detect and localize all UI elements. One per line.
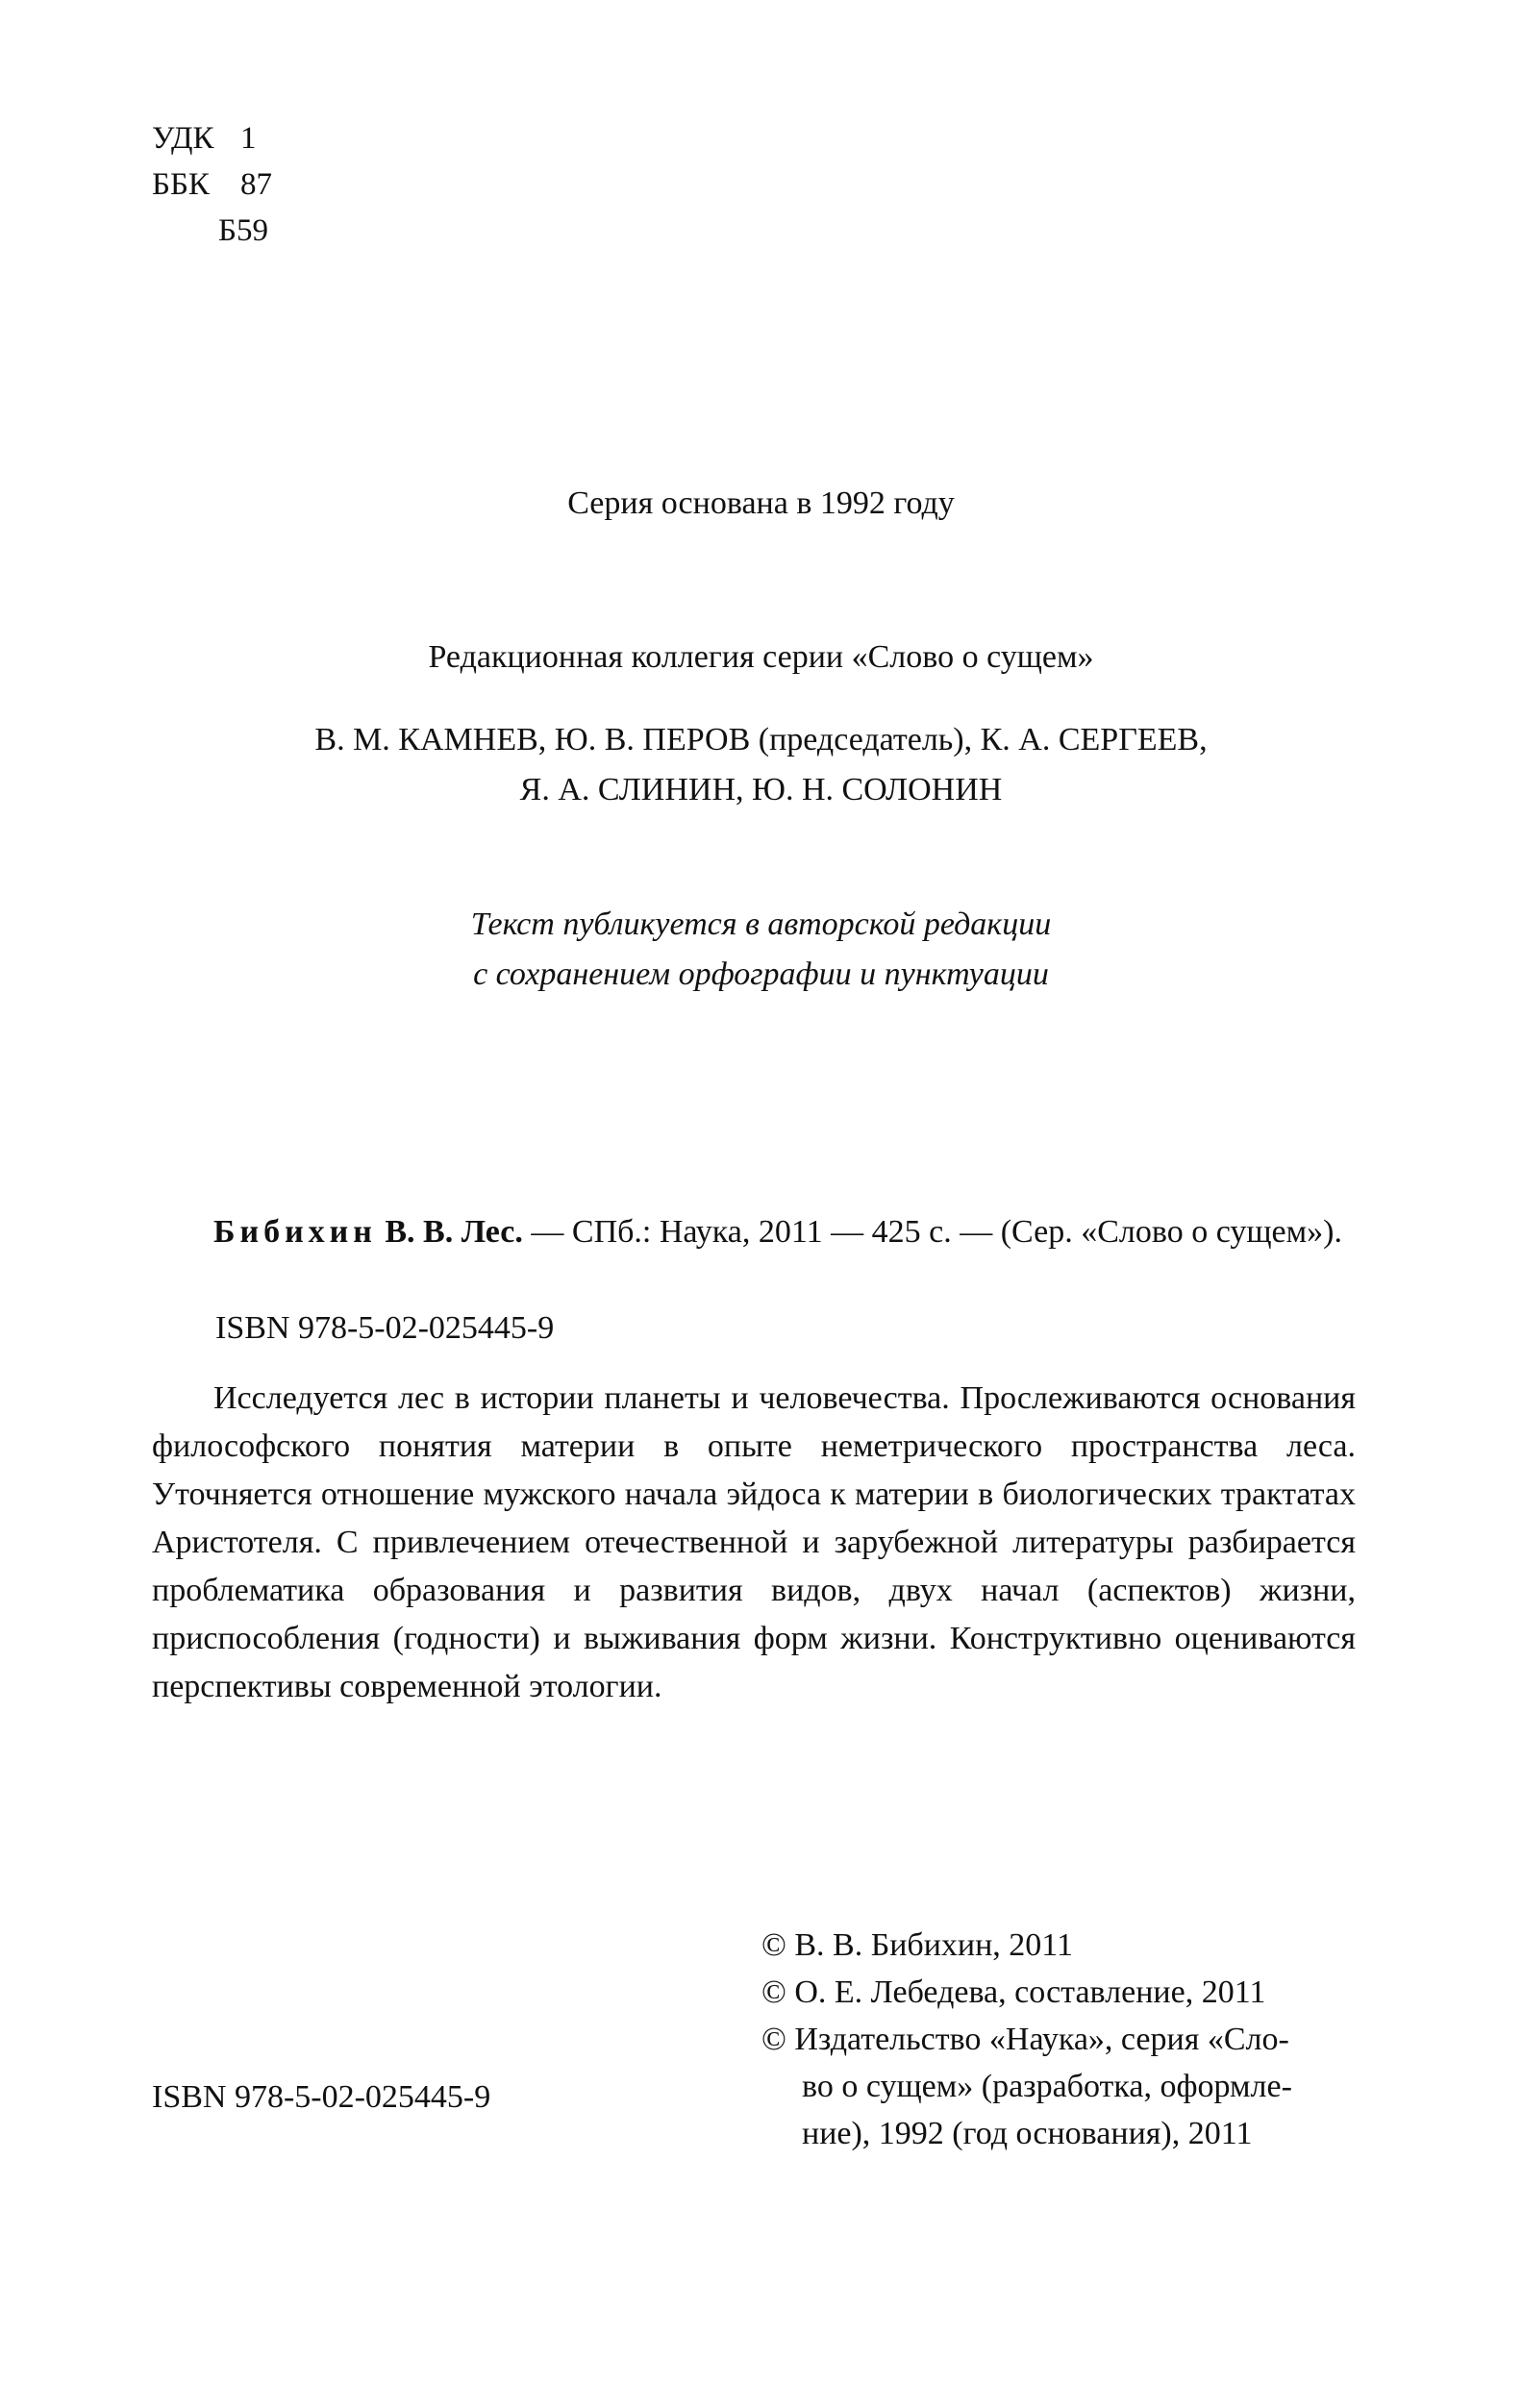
copyright-author: © В. В. Бибихин, 2011 (761, 1927, 1074, 1963)
bbk-value: 87 (240, 167, 272, 202)
edition-note (0, 900, 1522, 1000)
copyright-publisher: © Издательство «Наука», серия «Сло- (761, 2022, 1289, 2057)
copyright-compiler: © О. Е. Лебедева, составление, 2011 (761, 1974, 1266, 2010)
author-mark-row (152, 208, 272, 254)
isbn-inner: ISBN 978-5-02-025445-9 (215, 1310, 555, 1346)
copyright-publisher-cont: ние), 1992 (год основания), 2011 (802, 2116, 1253, 2151)
copyright-publisher-cont: во о сущем» (разработка, оформле- (802, 2069, 1292, 2104)
bbk-label: ББК (152, 167, 210, 202)
editorial-board-title: Редакционная коллегия серии «Слово о сущем» (428, 639, 1094, 675)
bbk-row (152, 161, 272, 208)
udk-label: УДК (152, 121, 214, 156)
classification-block (152, 115, 272, 254)
publication-details: — СПб.: Наука, 2011 — 425 с. — (Сер. «Слово о сущем»). (531, 1214, 1342, 1250)
edition-note-line: с сохранением орфографии и пунктуации (473, 956, 1049, 992)
udk-row (152, 115, 272, 161)
copyright-block (761, 1922, 1350, 2157)
edition-note-line: Текст публикуется в авторской редакции (470, 906, 1052, 942)
author-initials: В. В. (385, 1214, 454, 1250)
isbn-bottom: ISBN 978-5-02-025445-9 (152, 2079, 491, 2115)
book-title: Лес. (461, 1214, 523, 1250)
editorial-board-members (0, 715, 1522, 815)
series-founded: Серия основана в 1992 году (567, 485, 955, 521)
author-surname: Бибихин (213, 1214, 377, 1250)
annotation: Исследуется лес в истории планеты и человечества. Прослеживаются основания философского понятия материи в опыте неметрического пространства леса. Уточняется отношение мужского начала эйдоса к материи в биологических трактатах Аристотеля. С привлечением отечественной и зарубежной литературы разбирается проблематика образования и развития видов, двух начал (аспектов) жизни, приспособления (годности) и выживания форм жизни. Конструктивно оцениваются перспективы современной этологии. (152, 1380, 1356, 1704)
author-mark: Б59 (218, 213, 268, 248)
board-members-line: Я. А. СЛИНИН, Ю. Н. СОЛОНИН (519, 772, 1003, 807)
bibliographic-description (152, 1208, 1356, 1256)
board-members-line: В. М. КАМНЕВ, Ю. В. ПЕРОВ (председатель), К. А. СЕРГЕЕВ, (314, 722, 1208, 757)
udk-value: 1 (240, 121, 257, 156)
